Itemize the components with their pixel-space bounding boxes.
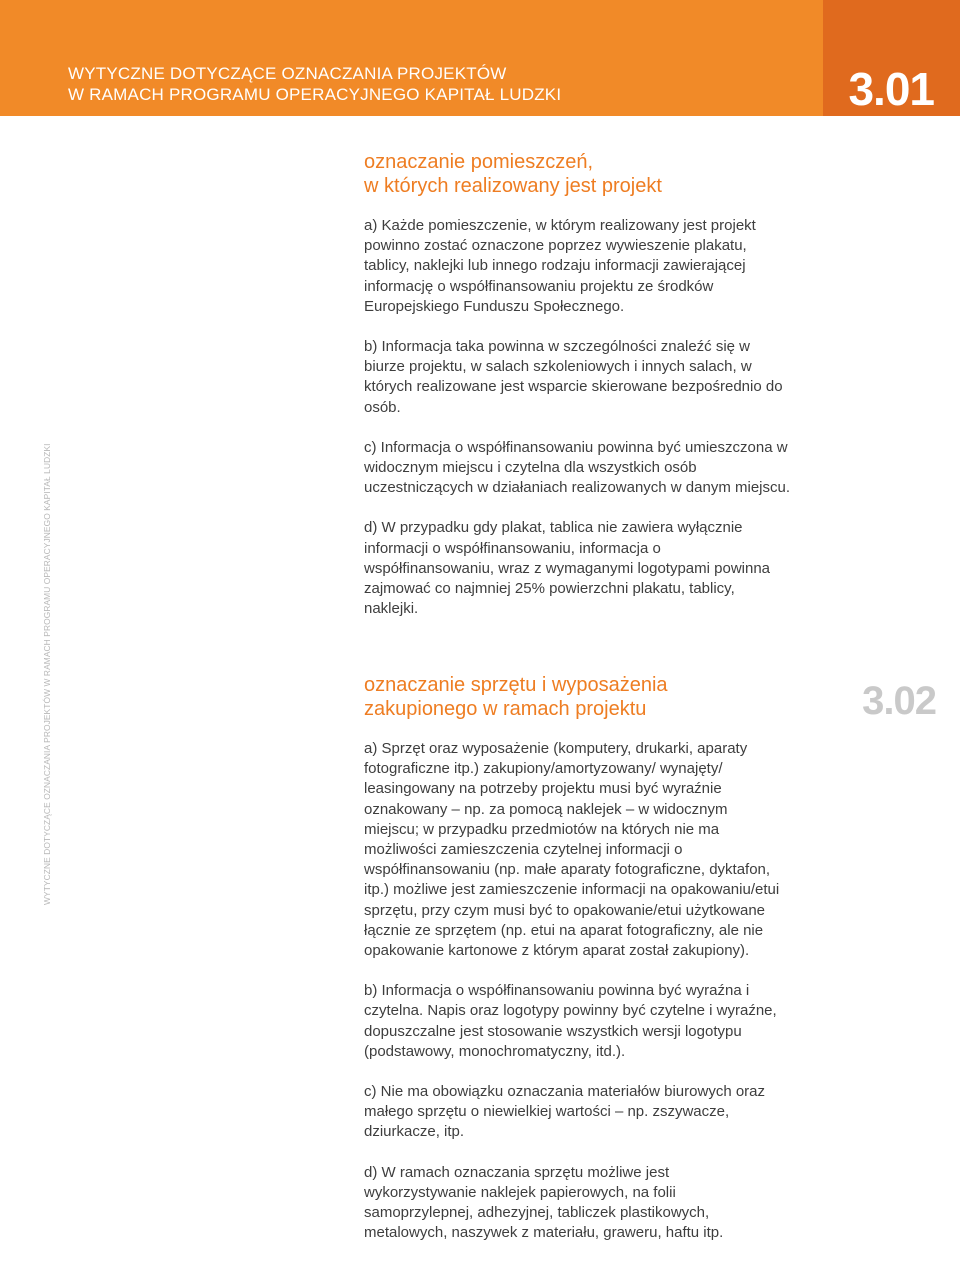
section-equipment-title-line2: zakupionego w ramach projektu <box>364 698 647 720</box>
paragraph-c: c) Nie ma obowiązku oznaczania materiałów biurowych oraz małego sprzętu o niewielkiej wartości – np. zszywacze, dziurkacze, itp. <box>364 1083 766 1141</box>
header-title-line1: WYTYCZNE DOTYCZĄCE OZNACZANIA PROJEKTÓW <box>68 64 507 83</box>
page-header <box>0 0 960 116</box>
section-rooms <box>364 150 814 639</box>
section-equipment-title-line1: oznaczanie sprzętu i wyposażenia <box>364 674 668 696</box>
section-equipment <box>364 673 814 1263</box>
header-section-number: 3.01 <box>848 63 934 115</box>
paragraph-c: c) Informacja o współfinansowaniu powinna być umieszczona w widocznym miejscu i czytelna dla wszystkich osób uczestniczących w działaniach realizowanych w danym miejscu. <box>364 438 791 497</box>
paragraph-a: a) Sprzęt oraz wyposażenie (komputery, drukarki, aparaty fotograficzne itp.) zakupiony/amortyzowany/ wynajęty/ leasingowany na potrzeby projektu musi być wyraźnie oznakowany – np. za pomocą naklejek – w widocznym miejscu; w przypadku przedmiotów na których nie ma możliwości zamieszczenia czytelnej informacji o współfinansowaniu (np. małe aparaty fotograficzne, dyktafon, itp.) możliwe jest zamieszczenie informacji na opakowaniu/etui sprzętu, przy czym musi być to opakowanie/etui użytkowane łącznie ze sprzętem (np. etui na aparat fotograficzny, ale nie opakowanie kartonowe z którym aparat został zakupiony). <box>364 740 780 960</box>
section-rooms-title-line2: w których realizowany jest projekt <box>364 175 662 197</box>
header-title-line2: W RAMACH PROGRAMU OPERACYJNEGO KAPITAŁ LUDZKI <box>68 85 562 104</box>
section-number-302: 3.02 <box>862 679 936 723</box>
vertical-side-caption: WYTYCZNE DOTYCZĄCE OZNACZANIA PROJEKTÓW W RAMACH PROGRAMU OPERACYJNEGO KAPITAŁ LUDZKI <box>42 443 52 905</box>
header-title <box>68 63 561 105</box>
paragraph-b: b) Informacja o współfinansowaniu powinna być wyraźna i czytelna. Napis oraz logotypy powinny być czytelne i wyraźne, dopuszczalne jest stosowanie wszystkich wersji logotypu (podstawowy, monochromatyczny, itd.). <box>364 982 777 1060</box>
paragraph-b: b) Informacja taka powinna w szczególności znaleźć się w biurze projektu, w salach szkoleniowych i innych salach, w których realizowane jest wsparcie skierowane bezpośrednio do osób. <box>364 338 783 416</box>
paragraph-d: d) W przypadku gdy plakat, tablica nie zawiera wyłącznie informacji o współfinansowaniu, informacja o współfinansowaniu, wraz z wymaganymi logotypami powinna zajmować co najmniej 25% powierzchni plakatu, tablicy, naklejki. <box>364 519 771 618</box>
paragraph-a: a) Każde pomieszczenie, w którym realizowany jest projekt powinno zostać oznaczone poprzez wywieszenie plakatu, tablicy, naklejki lub innego rodzaju informacji zawierającej informację o współfinansowaniu projektu ze środków Europejskiego Funduszu Społecznego. <box>364 217 756 315</box>
paragraph-d: d) W ramach oznaczania sprzętu możliwe jest wykorzystywanie naklejek papierowych, na folii samoprzylepnej, adhezyjnej, tabliczek plastikowych, metalowych, naszywek z materiału, graweru, haftu itp. <box>364 1163 724 1242</box>
section-rooms-title <box>364 150 814 198</box>
section-equipment-title <box>364 673 814 721</box>
section-rooms-title-line1: oznaczanie pomieszczeń, <box>364 151 594 173</box>
